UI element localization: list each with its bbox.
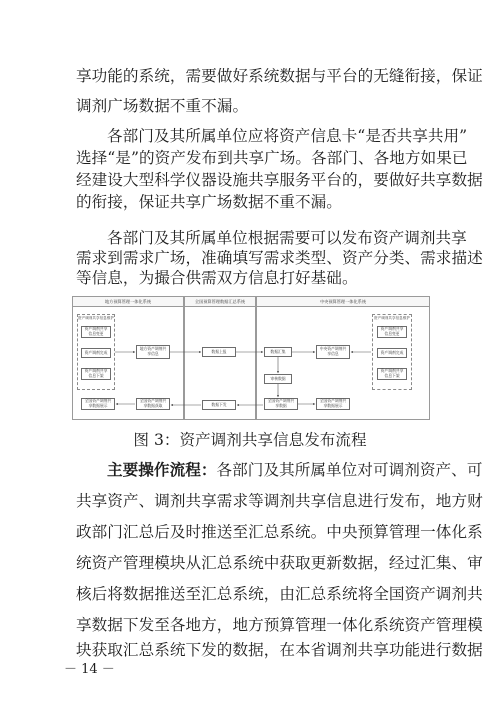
bold-lead: 主要操作流程：	[107, 460, 217, 479]
line-text: 各部门及其所属单位对可调剂资产、可	[216, 461, 483, 479]
body-line: 共享资产、调剂共享需求等调剂共享信息进行发布，地方财	[76, 492, 483, 510]
local-info-box: 地方资产调剂共享信息	[136, 345, 170, 359]
figure-caption: 图 3：资产调剂共享信息发布流程	[133, 431, 367, 449]
right-offshelf-box: 资产调剂共享信息下架	[377, 368, 407, 380]
group-title: 资产调剂共享信息维护	[374, 316, 410, 320]
issue-box: 数据下发	[202, 400, 236, 410]
national-data-box: 全国资产调剂共享数据	[264, 398, 298, 410]
body-line: 的衔接，保证共享广场数据不重不漏。	[76, 193, 342, 211]
central-info-box: 中央资产调剂共享信息	[316, 345, 350, 359]
body-line: 统资产管理模块从汇总系统中获取更新数据，经过汇集、审	[76, 554, 483, 572]
lane-title: 中央预算管理一体化系统	[257, 297, 429, 307]
flow-diagram	[72, 296, 430, 424]
body-line: 各部门及其所属单位根据需要可以发布资产调剂共享	[107, 229, 467, 247]
body-line: 调剂广场数据不重不漏。	[76, 97, 249, 115]
central-display-box: 全国资产调剂共享数据展示	[316, 398, 350, 410]
right-change-box: 资产调剂共享信息变更	[377, 326, 407, 338]
body-line: 需求到需求广场，准确填写需求类型、资产分类、需求描述	[76, 249, 483, 267]
review-box: 审核数据	[264, 374, 292, 384]
body-line: 享功能的系统，需要做好系统数据与平台的无缝衔接，保证	[76, 67, 483, 85]
body-line: 等信息，为撮合供需双方信息打好基础。	[76, 269, 358, 287]
body-line: 经建设大型科学仪器设施共享服务平台的，要做好共享数据	[76, 171, 483, 189]
body-line: 各部门及其所属单位应将资产信息卡“是否共享共用”	[107, 127, 468, 145]
lane-title: 全国预算管理数据汇总系统	[185, 297, 255, 307]
body-line: 政部门汇总后及时推送至汇总系统。中央预算管理一体化系	[76, 523, 483, 541]
right-complete-box: 资产调剂完成	[377, 348, 407, 358]
collect-box: 数据汇集	[264, 347, 292, 357]
body-line: 选择“是”的资产发布到共享广场。各部门、各地方如果已	[76, 149, 468, 167]
local-display-box: 全国资产调剂共享数据展示	[81, 398, 115, 410]
body-line: 核后将数据推送至汇总系统，由汇总系统将全国资产调剂共	[76, 585, 483, 603]
report-box: 数据上报	[202, 347, 236, 357]
lane-title: 地方预算管理一体化系统	[73, 297, 183, 307]
left-complete-box: 资产调剂完成	[81, 348, 111, 358]
left-change-box: 资产调剂共享信息变更	[81, 326, 111, 338]
local-fetch-box: 全国资产调剂共享数据获取	[136, 398, 170, 410]
body-line: 享数据下发至各地方，地方预算管理一体化系统资产管理模	[76, 616, 483, 634]
left-offshelf-box: 资产调剂共享信息下架	[81, 368, 111, 380]
group-title: 资产调剂共享信息维护	[78, 316, 114, 320]
body-line	[107, 460, 483, 480]
body-line: 块获取汇总系统下发的数据，在本省调剂共享功能进行数据	[76, 641, 483, 659]
page-number: － 14 －	[64, 662, 115, 677]
